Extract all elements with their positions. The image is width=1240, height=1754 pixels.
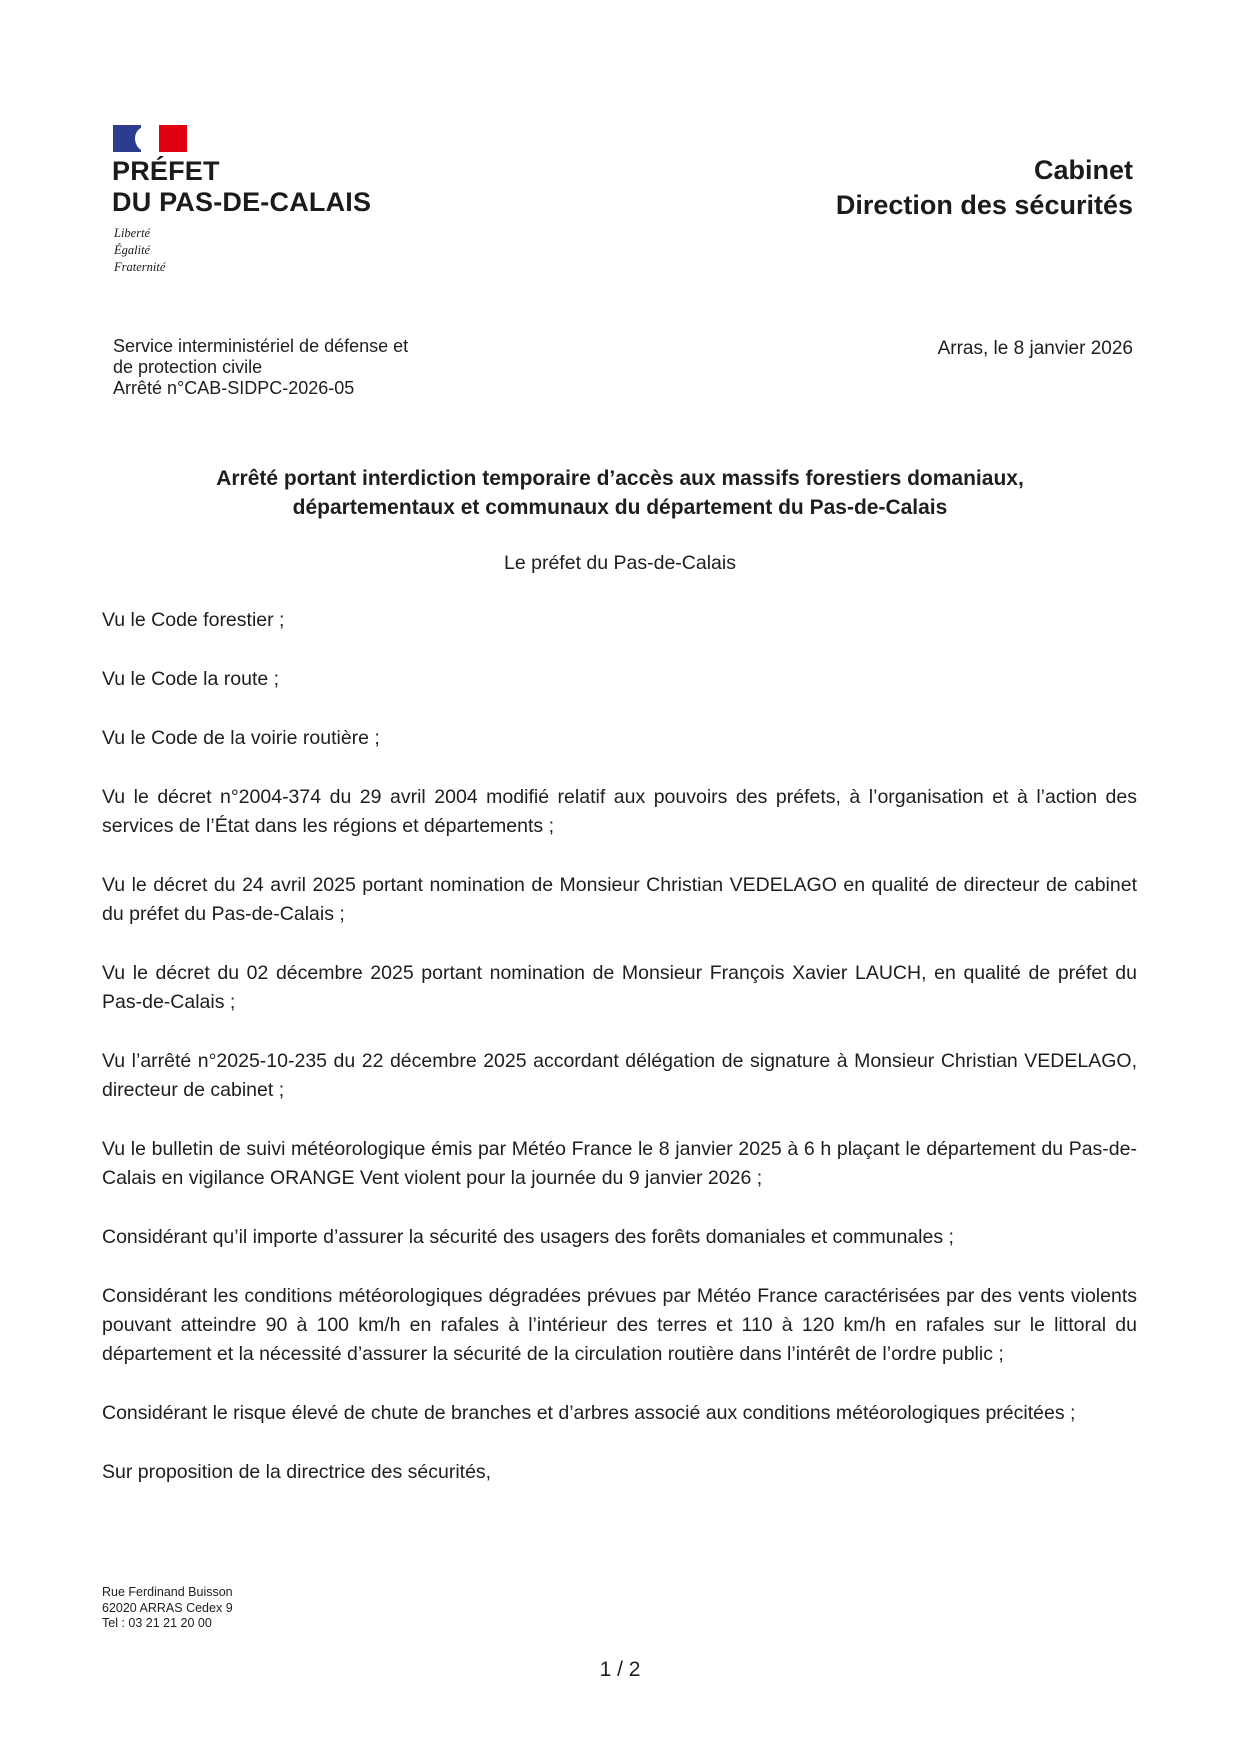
authority-line: PRÉFET: [112, 156, 220, 186]
document-title: [100, 464, 1140, 522]
department-line: Cabinet: [1033, 155, 1133, 185]
page-indicator: 1 / 2: [599, 1658, 641, 1681]
proposal-paragraph: Sur proposition de la directrice des sécurités,: [102, 1461, 492, 1483]
recital-paragraph: Vu le bulletin de suivi météorologique émis par Météo France le 8 janvier 2025 à 6 h plaçant le département du Pas-de-Calais en vigilance ORANGE Vent violent pour la journée du 9 janvier 2026 ;: [102, 1138, 1137, 1189]
document-body: [102, 606, 1137, 1487]
address-line: 62020 ARRAS Cedex 9: [102, 1600, 233, 1615]
considering-paragraph: Considérant les conditions météorologiques dégradées prévues par Météo France caractérisées par des vents violents pouvant atteindre 90 à 100 km/h en rafales à l’intérieur des terres et 110 à 120 km/h en rafales sur le littoral du département et la nécessité d’assurer la sécurité de la circulation routière dans l’intérêt de l’ordre public ;: [102, 1285, 1137, 1365]
title-line: départementaux et communaux du département du Pas-de-Calais: [292, 496, 948, 519]
phone-line: Tel : 03 21 21 20 00: [102, 1616, 212, 1630]
footer-address: [102, 1585, 233, 1632]
considering-paragraph: Considérant le risque élevé de chute de branches et d’arbres associé aux conditions météorologiques précitées ;: [102, 1402, 1076, 1424]
recital-paragraph: Vu le décret n°2004-374 du 29 avril 2004 modifié relatif aux pouvoirs des préfets, à l’organisation et à l’action des services de l’État dans les régions et départements ;: [102, 786, 1137, 837]
service-line: Service interministériel de défense et: [113, 336, 409, 356]
issuer-line: Le préfet du Pas-de-Calais: [504, 552, 736, 574]
address-line: Rue Ferdinand Buisson: [102, 1585, 233, 1599]
recital-paragraph: Vu le décret du 02 décembre 2025 portant nomination de Monsieur François Xavier LAUCH, en qualité de préfet du Pas-de-Calais ;: [102, 962, 1137, 1013]
considering-paragraph: Considérant qu’il importe d’assurer la sécurité des usagers des forêts domaniales et communales ;: [102, 1226, 954, 1248]
recital-paragraph: Vu le Code forestier ;: [102, 609, 285, 631]
service-line: de protection civile: [113, 357, 263, 377]
department-header: [836, 153, 1133, 223]
motto-line: Égalité: [114, 243, 151, 257]
motto-line: Fraternité: [114, 260, 166, 274]
recital-paragraph: Vu l’arrêté n°2025-10-235 du 22 décembre 2025 accordant délégation de signature à Monsieur Christian VEDELAGO, directeur de cabinet ;: [102, 1050, 1137, 1101]
department-line: Direction des sécurités: [835, 190, 1133, 220]
place-date: Arras, le 8 janvier 2026: [937, 338, 1133, 359]
marianne-logo-icon: [113, 125, 187, 152]
title-line: Arrêté portant interdiction temporaire d’accès aux massifs forestiers domaniaux,: [216, 467, 1024, 490]
motto-line: Liberté: [114, 226, 151, 240]
authority-line: DU PAS-DE-CALAIS: [112, 187, 372, 217]
republic-motto: [114, 225, 165, 276]
recital-paragraph: Vu le décret du 24 avril 2025 portant nomination de Monsieur Christian VEDELAGO en qualité de directeur de cabinet du préfet du Pas-de-Calais ;: [102, 874, 1137, 925]
decree-number: Arrêté n°CAB-SIDPC-2026-05: [113, 378, 355, 398]
recital-paragraph: Vu le Code de la voirie routière ;: [102, 727, 380, 749]
recital-paragraph: Vu le Code la route ;: [102, 668, 280, 690]
flag-white-band: [141, 125, 159, 152]
service-reference: [113, 336, 408, 399]
authority-block: [112, 156, 371, 218]
marianne-profile-icon: [135, 127, 155, 151]
flag-red-band: [159, 125, 187, 152]
